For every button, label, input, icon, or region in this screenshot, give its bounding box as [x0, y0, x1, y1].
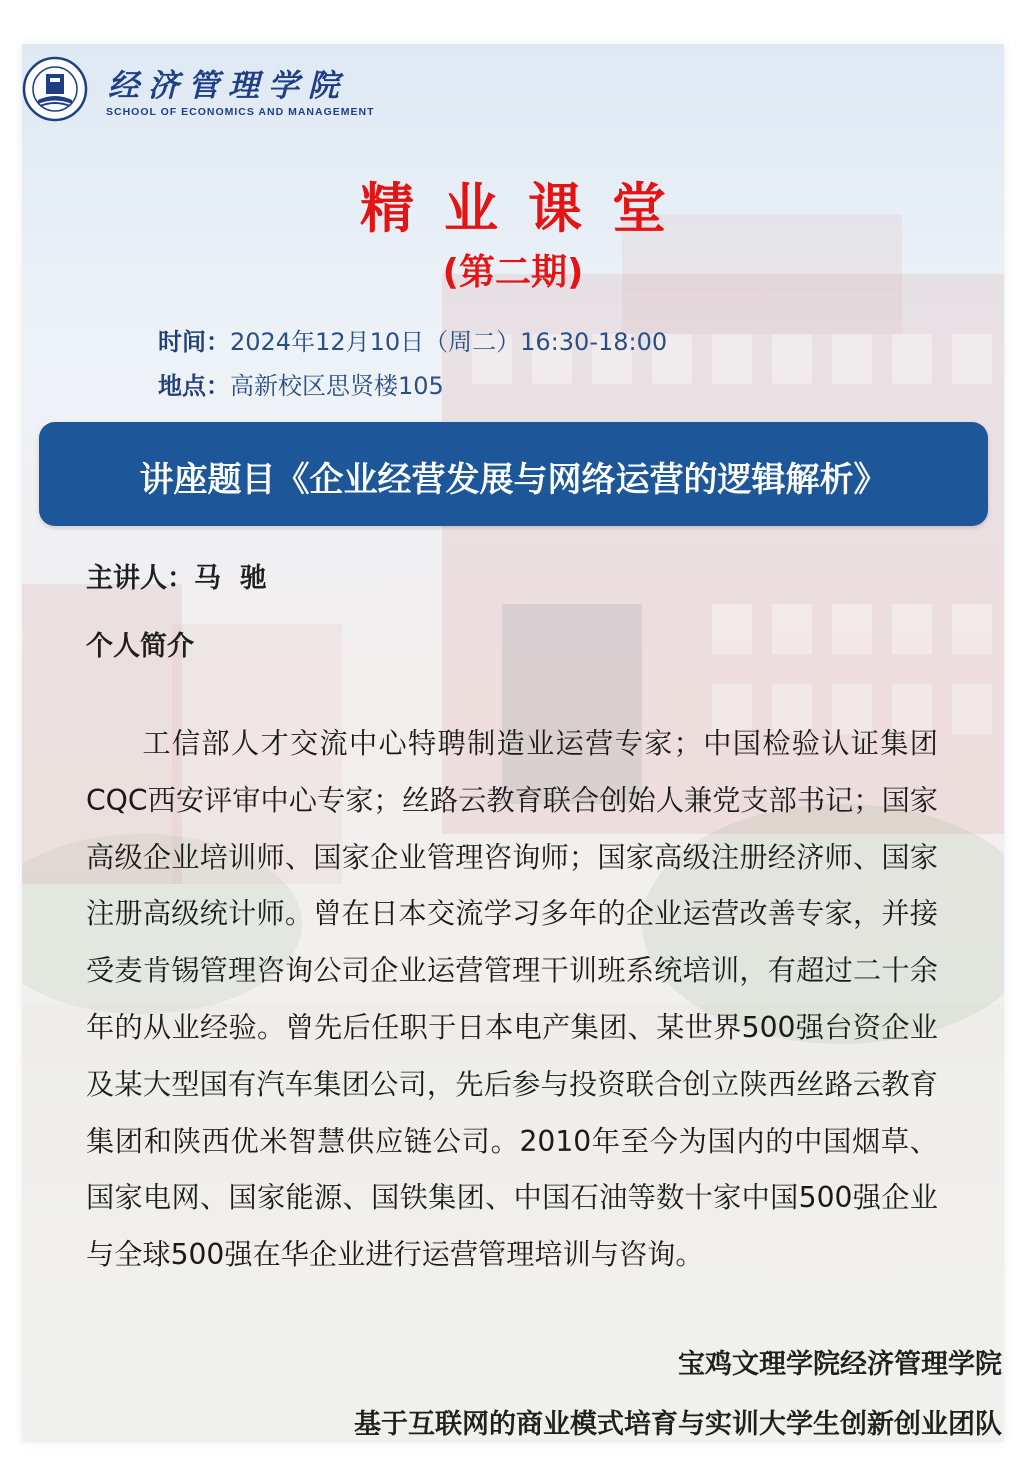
poster-title: 精业课堂 — [360, 177, 696, 240]
place-value: 高新校区思贤楼105 — [230, 372, 444, 400]
organizer-team: 基于互联网的商业模式培育与实训大学生创新创业团队 — [354, 1409, 1002, 1440]
time-value: 2024年12月10日（周二）16:30-18:00 — [230, 328, 668, 356]
place-label: 地点： — [158, 372, 230, 400]
school-logo — [22, 56, 382, 128]
poster — [22, 44, 1004, 1442]
speaker-name: 主讲人：马 驰 — [86, 563, 267, 594]
school-name-cn: 经济管理学院 — [108, 68, 348, 104]
event-place — [158, 366, 444, 401]
bio-heading: 个人简介 — [86, 631, 194, 662]
time-label: 时间： — [158, 328, 230, 356]
event-time — [158, 322, 667, 357]
school-name-en: SCHOOL OF ECONOMICS AND MANAGEMENT — [106, 106, 375, 118]
school-emblem-icon — [22, 56, 88, 122]
poster-subtitle: (第二期) — [442, 252, 584, 293]
organizer-school: 宝鸡文理学院经济管理学院 — [678, 1349, 1002, 1380]
speaker-bio: 工信部人才交流中心特聘制造业运营专家；中国检验认证集团CQC西安评审中心专家；丝路云教育联合创始人兼党支部书记；国家高级企业培训师、国家企业管理咨询师；国家高级注册经济师、国家注册高级统计师。曾在日本交流学习多年的企业运营改善专家，并接受麦肯锡管理咨询公司企业运营管理干训班系统培训，有超过二十余年的从业经验。曾先后任职于日本电产集团、某世界500强台资企业及某大型国有汽车集团公司，先后参与投资联合创立陕西丝路云教育集团和陕西优米智慧供应链公司。2010年至今为国内的中国烟草、国家电网、国家能源、国铁集团、中国石油等数十家中国500强企业与全球500强在华企业进行运营管理培训与咨询。 — [86, 727, 938, 1272]
lecture-title: 讲座题目《企业经营发展与网络运营的逻辑解析》 — [139, 460, 888, 500]
lecture-title-banner — [39, 422, 988, 526]
